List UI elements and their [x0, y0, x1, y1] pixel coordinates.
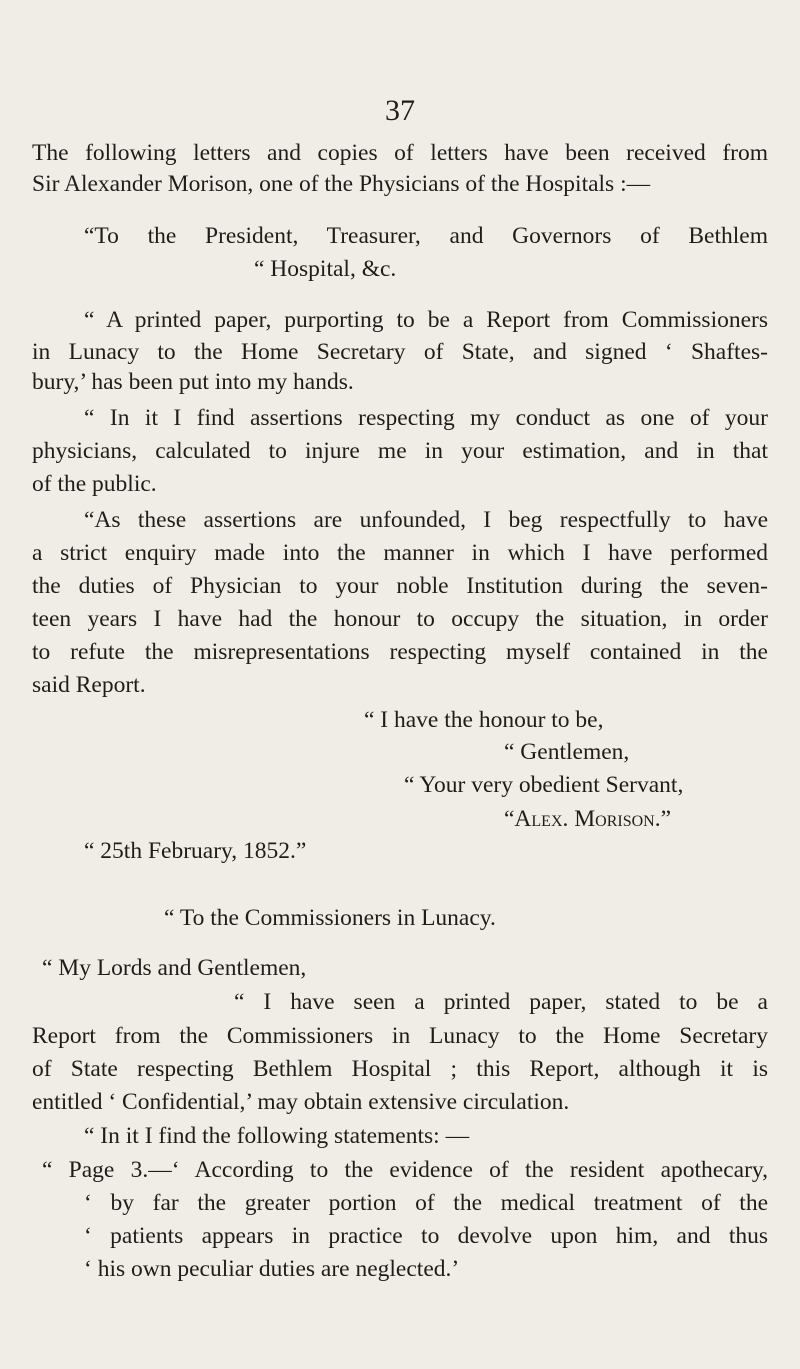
letter1-closing-1: “ I have the honour to be, [364, 707, 604, 733]
letter1-p3-line-2: a strict enquiry made into the manner in which I have performed [32, 540, 768, 566]
letter1-p3-line-5: to refute the misrepresentations respecting myself contained in the [32, 639, 768, 665]
letter1-address-line-2: “ Hospital, &c. [254, 256, 397, 282]
letter1-closing-3: “ Your very obedient Servant, [404, 772, 684, 798]
letter2-quote-line-4: ‘ his own peculiar duties are neglected.’ [84, 1256, 460, 1282]
letter1-address-line-1: “To the President, Treasurer, and Governors of Bethlem [84, 223, 768, 249]
letter1-p2-line-3: of the public. [32, 471, 157, 497]
page-number: 37 [385, 94, 415, 127]
letter1-p3-line-3: the duties of Physician to your noble Institution during the seven- [32, 573, 768, 599]
letter2-p1-line-1: “ I have seen a printed paper, stated to be a [234, 989, 768, 1015]
letter1-p3-line-1: “As these assertions are unfounded, I beg respectfully to have [84, 507, 768, 533]
letter2-address: “ To the Commissioners in Lunacy. [164, 905, 496, 931]
letter2-salutation: “ My Lords and Gentlemen, [42, 955, 307, 981]
letter1-signature: “Alex. Morison.” [504, 806, 672, 832]
letter2-p1-line-3: of State respecting Bethlem Hospital ; this Report, although it is [32, 1056, 768, 1082]
letter2-p2-line-1: “ In it I find the following statements: — [84, 1123, 470, 1149]
letter1-p1-line-3: bury,’ has been put into my hands. [32, 369, 354, 395]
letter2-p1-line-4: entitled ‘ Confidential,’ may obtain extensive circulation. [32, 1089, 570, 1115]
letter1-p1-line-1: “ A printed paper, purporting to be a Report from Commissioners [84, 307, 768, 333]
letter1-closing-2: “ Gentlemen, [504, 739, 630, 765]
letter2-quote-line-2: ‘ by far the greater portion of the medical treatment of the [84, 1190, 768, 1216]
letter2-p1-line-2: Report from the Commissioners in Lunacy to the Home Secretary [32, 1023, 768, 1049]
letter1-p3-line-4: teen years I have had the honour to occupy the situation, in order [32, 606, 768, 632]
letter2-quote-line-3: ‘ patients appears in practice to devolve upon him, and thus [84, 1223, 768, 1249]
letter1-p3-line-6: said Report. [32, 672, 146, 698]
letter2-quote-line-1: “ Page 3.—‘ According to the evidence of the resident apothecary, [42, 1157, 768, 1183]
letter1-p2-line-2: physicians, calculated to injure me in your estimation, and in that [32, 438, 768, 464]
letter1-p2-line-1: “ In it I find assertions respecting my conduct as one of your [84, 405, 768, 431]
intro-line-2: Sir Alexander Morison, one of the Physicians of the Hospitals :— [32, 171, 651, 197]
intro-line-1: The following letters and copies of letters have been received from [32, 140, 768, 166]
letter1-p1-line-2: in Lunacy to the Home Secretary of State, and signed ‘ Shaftes- [32, 339, 768, 365]
letter1-date: “ 25th February, 1852.” [84, 838, 307, 864]
